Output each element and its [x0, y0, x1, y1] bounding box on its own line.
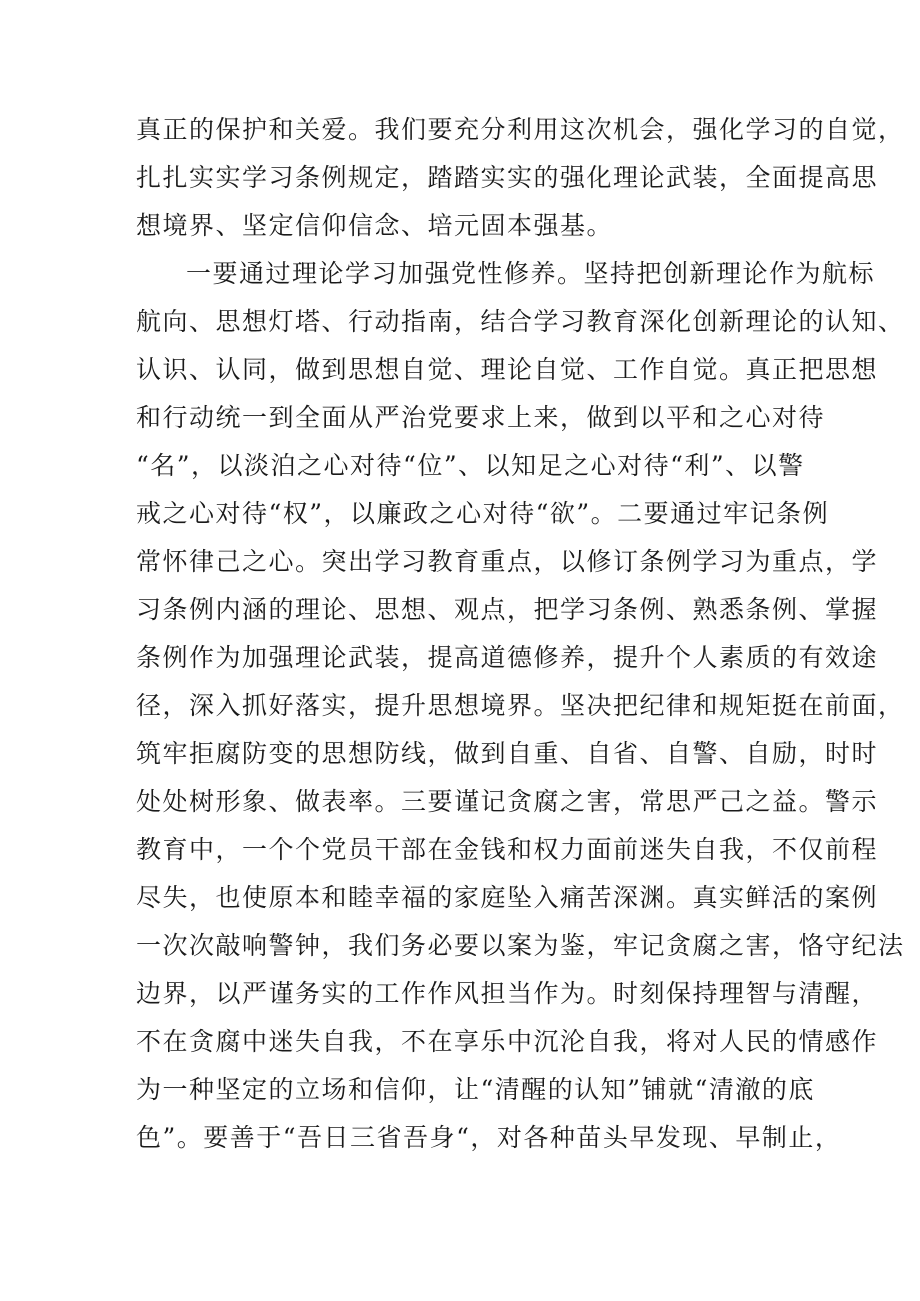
- text-line: “名”，以淡泊之心对待“位”、以知足之心对待“利”、以警: [136, 451, 805, 480]
- text-line: 真正的保护和关爱。我们要充分利用这次机会，强化学习的自觉，: [136, 115, 905, 144]
- text-line: 一次次敲响警钟，我们务必要以案为鉴，牢记贪腐之害，恪守纪法: [136, 931, 905, 960]
- text-line: 和行动统一到全面从严治党要求上来，做到以平和之心对待: [136, 403, 826, 432]
- text-line: 扎扎实实学习条例规定，踏踏实实的强化理论武装，全面提高思: [136, 163, 879, 192]
- text-line: 筑牢拒腐防变的思想防线，做到自重、自省、自警、自励，时时: [136, 739, 879, 768]
- text-line: 认识、认同，做到思想自觉、理论自觉、工作自觉。真正把思想: [136, 355, 879, 384]
- text-line: 边界，以严谨务实的工作作风担当作为。时刻保持理智与清醒，: [136, 979, 879, 1008]
- text-line: 戒之心对待“权”，以廉政之心对待“欲”。二要通过牢记条例: [136, 499, 830, 528]
- text-line: 为一种坚定的立场和信仰，让“清醒的认知”铺就“清澈的底: [136, 1075, 815, 1104]
- paragraph-1: [136, 106, 905, 250]
- text-line: 径，深入抓好落实，提升思想境界。坚决把纪律和规矩挺在前面，: [136, 691, 905, 720]
- text-line: 条例作为加强理论武装，提高道德修养，提升个人素质的有效途: [136, 643, 879, 672]
- text-line: 不在贪腐中迷失自我，不在享乐中沉沦自我，将对人民的情感作: [136, 1027, 879, 1056]
- text-line: 想境界、坚定信仰信念、培元固本强基。: [136, 211, 614, 240]
- text-line: 习条例内涵的理论、思想、观点，把学习条例、熟悉条例、掌握: [136, 595, 879, 624]
- text-line: 一要通过理论学习加强党性修养。坚持把创新理论作为航标: [186, 259, 876, 288]
- text-line: 常怀律己之心。突出学习教育重点，以修订条例学习为重点，学: [136, 547, 879, 576]
- text-line: 航向、思想灯塔、行动指南，结合学习教育深化创新理论的认知、: [136, 307, 905, 336]
- text-line: 色”。要善于“吾日三省吾身“，对各种苗头早发现、早制止，: [136, 1123, 842, 1152]
- paragraph-2: [136, 250, 905, 1162]
- text-line: 处处树形象、做表率。三要谨记贪腐之害，常思严己之益。警示: [136, 787, 879, 816]
- text-line: 尽失，也使原本和睦幸福的家庭坠入痛苦深渊。真实鲜活的案例: [136, 883, 879, 912]
- text-line: 教育中，一个个党员干部在金钱和权力面前迷失自我，不仅前程: [136, 835, 879, 864]
